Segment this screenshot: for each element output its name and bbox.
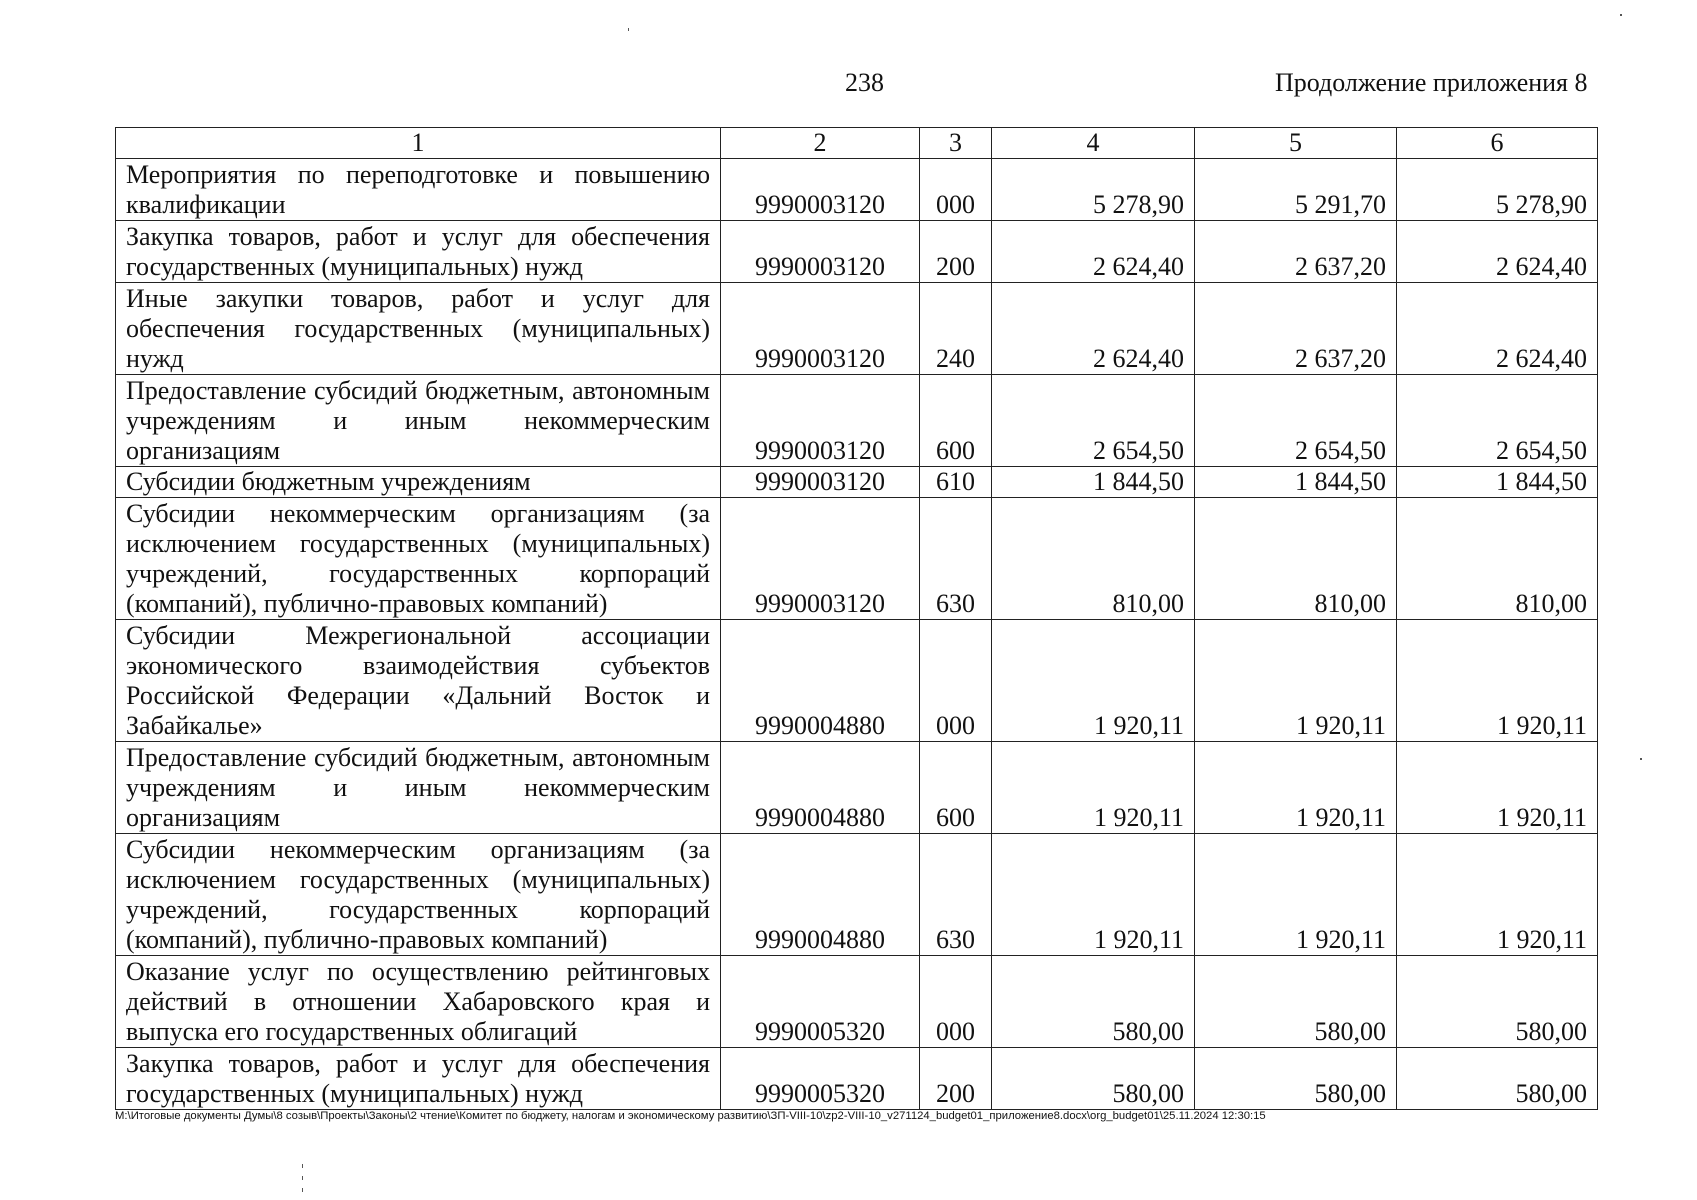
table-row	[116, 956, 1598, 1048]
row-name-cell: Иные закупки товаров, работ и услуг для обеспечения государственных (муниципальных) нужд	[116, 283, 721, 375]
row-name-cell: Субсидии Межрегиональной ассоциации экономического взаимодействия субъектов Российской Федерации «Дальний Восток и Забайкалье»	[116, 620, 721, 742]
row-expense-type-cell: 600	[920, 742, 992, 834]
table-row	[116, 1048, 1598, 1110]
scan-mark-top	[628, 28, 629, 31]
table-row	[116, 375, 1598, 467]
row-value-6-cell: 580,00	[1397, 956, 1598, 1048]
row-expense-type-cell: 000	[920, 620, 992, 742]
row-value-4-cell: 5 278,90	[992, 159, 1195, 221]
table-row	[116, 283, 1598, 375]
row-value-4-cell: 2 624,40	[992, 221, 1195, 283]
row-value-5-cell: 2 637,20	[1195, 283, 1397, 375]
row-code-cell: 9990005320	[721, 956, 920, 1048]
table-row	[116, 159, 1598, 221]
row-value-6-cell: 2 624,40	[1397, 283, 1598, 375]
scan-mark-left-1	[302, 1164, 303, 1168]
column-header-6: 6	[1397, 128, 1598, 159]
row-value-5-cell: 810,00	[1195, 498, 1397, 620]
scan-mark-left-3	[302, 1188, 303, 1192]
appendix-title: Продолжение приложения 8	[1275, 68, 1588, 97]
row-code-cell: 9990003120	[721, 498, 920, 620]
row-value-5-cell: 2 637,20	[1195, 221, 1397, 283]
row-value-4-cell: 1 844,50	[992, 467, 1195, 498]
row-code-cell: 9990003120	[721, 221, 920, 283]
row-value-6-cell: 1 844,50	[1397, 467, 1598, 498]
row-value-6-cell: 5 278,90	[1397, 159, 1598, 221]
row-code-cell: 9990004880	[721, 742, 920, 834]
table-row	[116, 467, 1598, 498]
row-expense-type-cell: 000	[920, 159, 992, 221]
row-expense-type-cell: 200	[920, 221, 992, 283]
row-name-cell: Оказание услуг по осуществлению рейтинговых действий в отношении Хабаровского края и выпуска его государственных облигаций	[116, 956, 721, 1048]
table-row	[116, 620, 1598, 742]
table-row	[116, 834, 1598, 956]
column-header-5: 5	[1195, 128, 1397, 159]
row-expense-type-cell: 610	[920, 467, 992, 498]
row-expense-type-cell: 630	[920, 498, 992, 620]
row-value-6-cell: 2 624,40	[1397, 221, 1598, 283]
row-value-5-cell: 1 920,11	[1195, 742, 1397, 834]
row-code-cell: 9990003120	[721, 159, 920, 221]
row-value-5-cell: 1 920,11	[1195, 834, 1397, 956]
column-header-4: 4	[992, 128, 1195, 159]
row-expense-type-cell: 630	[920, 834, 992, 956]
row-value-4-cell: 1 920,11	[992, 620, 1195, 742]
row-value-4-cell: 2 654,50	[992, 375, 1195, 467]
column-header-2: 2	[721, 128, 920, 159]
row-name-cell: Закупка товаров, работ и услуг для обеспечения государственных (муниципальных) нужд	[116, 221, 721, 283]
row-value-6-cell: 1 920,11	[1397, 620, 1598, 742]
row-value-6-cell: 580,00	[1397, 1048, 1598, 1110]
row-value-5-cell: 5 291,70	[1195, 159, 1397, 221]
row-name-cell: Субсидии некоммерческим организациям (за исключением государственных (муниципальных) учреждений, государственных корпораций (компаний), публично-правовых компаний)	[116, 498, 721, 620]
row-value-5-cell: 2 654,50	[1195, 375, 1397, 467]
row-value-4-cell: 2 624,40	[992, 283, 1195, 375]
table-row	[116, 498, 1598, 620]
page-number: 238	[845, 68, 884, 97]
row-value-4-cell: 1 920,11	[992, 742, 1195, 834]
row-code-cell: 9990003120	[721, 375, 920, 467]
scan-mark-right	[1640, 758, 1642, 760]
row-name-cell: Субсидии бюджетным учреждениям	[116, 467, 721, 498]
scan-mark-left-2	[302, 1176, 303, 1180]
row-value-6-cell: 810,00	[1397, 498, 1598, 620]
table-row	[116, 742, 1598, 834]
row-code-cell: 9990005320	[721, 1048, 920, 1110]
row-value-4-cell: 810,00	[992, 498, 1195, 620]
row-value-5-cell: 1 920,11	[1195, 620, 1397, 742]
column-header-3: 3	[920, 128, 992, 159]
budget-table	[115, 127, 1598, 1110]
row-expense-type-cell: 600	[920, 375, 992, 467]
row-code-cell: 9990004880	[721, 834, 920, 956]
table-row	[116, 221, 1598, 283]
row-value-5-cell: 580,00	[1195, 956, 1397, 1048]
row-code-cell: 9990003120	[721, 283, 920, 375]
row-value-5-cell: 580,00	[1195, 1048, 1397, 1110]
row-value-4-cell: 580,00	[992, 956, 1195, 1048]
row-expense-type-cell: 000	[920, 956, 992, 1048]
row-name-cell: Субсидии некоммерческим организациям (за исключением государственных (муниципальных) учреждений, государственных корпораций (компаний), публично-правовых компаний)	[116, 834, 721, 956]
row-value-5-cell: 1 844,50	[1195, 467, 1397, 498]
row-value-6-cell: 1 920,11	[1397, 834, 1598, 956]
row-code-cell: 9990003120	[721, 467, 920, 498]
row-expense-type-cell: 240	[920, 283, 992, 375]
row-value-4-cell: 580,00	[992, 1048, 1195, 1110]
column-header-1: 1	[116, 128, 721, 159]
row-name-cell: Мероприятия по переподготовке и повышению квалификации	[116, 159, 721, 221]
row-expense-type-cell: 200	[920, 1048, 992, 1110]
scan-mark-top-right	[1620, 14, 1622, 16]
row-value-6-cell: 1 920,11	[1397, 742, 1598, 834]
row-name-cell: Предоставление субсидий бюджетным, автономным учреждениям и иным некоммерческим организациям	[116, 375, 721, 467]
row-code-cell: 9990004880	[721, 620, 920, 742]
file-path-footer: M:\Итоговые документы Думы\8 созыв\Проекты\Законы\2 чтение\Комитет по бюджету, налогам и экономическому развитию\ЗП-VIII-10\zp2-VIII-10_v271124_budget01_приложение8.docx\org_budget01\25.11.2024 12:30:15	[115, 1110, 1266, 1122]
row-name-cell: Закупка товаров, работ и услуг для обеспечения государственных (муниципальных) нужд	[116, 1048, 721, 1110]
row-value-4-cell: 1 920,11	[992, 834, 1195, 956]
row-value-6-cell: 2 654,50	[1397, 375, 1598, 467]
row-name-cell: Предоставление субсидий бюджетным, автономным учреждениям и иным некоммерческим организациям	[116, 742, 721, 834]
table-header-row	[116, 128, 1598, 159]
